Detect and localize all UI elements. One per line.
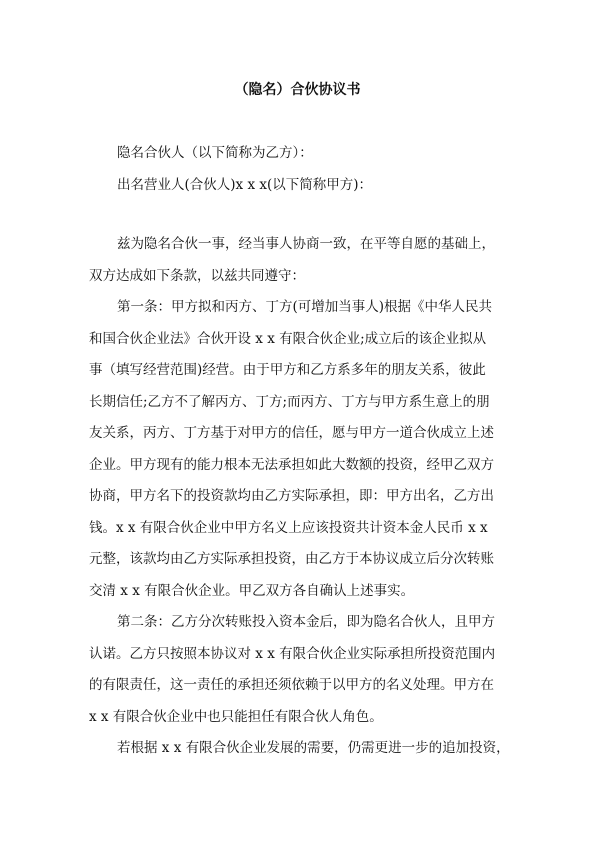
body-line: 钱。x x 有限合伙企业中甲方名义上应该投资共计资本金人民币 x x — [89, 520, 488, 536]
body-line: 第二条：乙方分次转账投入资本金后，即为隐名合伙人，且甲方 — [117, 614, 495, 630]
body-line: 兹为隐名合伙一事，经当事人协商一致，在平等自愿的基础上， — [117, 236, 495, 252]
body-line: 第一条：甲方拟和丙方、丁方(可增加当事人)根据《中华人民共 — [117, 299, 493, 315]
body-line: 和国合伙企业法》合伙开设 x x 有限合伙企业;成立后的该企业拟从 — [89, 331, 487, 347]
body-line: 交清 x x 有限合伙企业。甲乙双方各自确认上述事实。 — [89, 583, 415, 599]
body-line: 友关系，丙方、丁方基于对甲方的信任，愿与甲方一道合伙成立上述 — [89, 425, 494, 441]
body-line: 的有限责任，这一责任的承担还须依赖于以甲方的名义处理。甲方在 — [89, 677, 494, 693]
body-line: 元整，该款均由乙方实际承担投资，由乙方于本协议成立后分次转账 — [89, 551, 494, 567]
party-line: 隐名合伙人（以下简称为乙方）： — [117, 145, 313, 161]
body-line: 若根据 x x 有限合伙企业发展的需要，仍需更进一步的追加投资， — [117, 740, 510, 756]
body-line: 长期信任;乙方不了解丙方、丁方;而丙方、丁方与甲方系生意上的朋 — [89, 394, 490, 410]
document-title: （隐名）合伙协议书 — [234, 82, 361, 98]
body-line: 事（填写经营范围)经营。由于甲方和乙方系多年的朋友关系，彼此 — [89, 362, 486, 378]
body-line: 企业。甲方现有的能力根本无法承担如此大数额的投资，经甲乙双方 — [89, 457, 494, 473]
body-line: 双方达成如下条款，以兹共同遵守： — [89, 268, 305, 284]
body-line: x x 有限合伙企业中也只能担任有限合伙人角色。 — [89, 709, 383, 725]
body-line: 协商，甲方名下的投资款均由乙方实际承担，即：甲方出名，乙方出 — [89, 488, 494, 504]
body-line: 认诺。乙方只按照本协议对 x x 有限合伙企业实际承担所投资范围内 — [89, 646, 496, 662]
party-line: 出名营业人(合伙人)x x x(以下简称甲方)： — [117, 177, 372, 193]
